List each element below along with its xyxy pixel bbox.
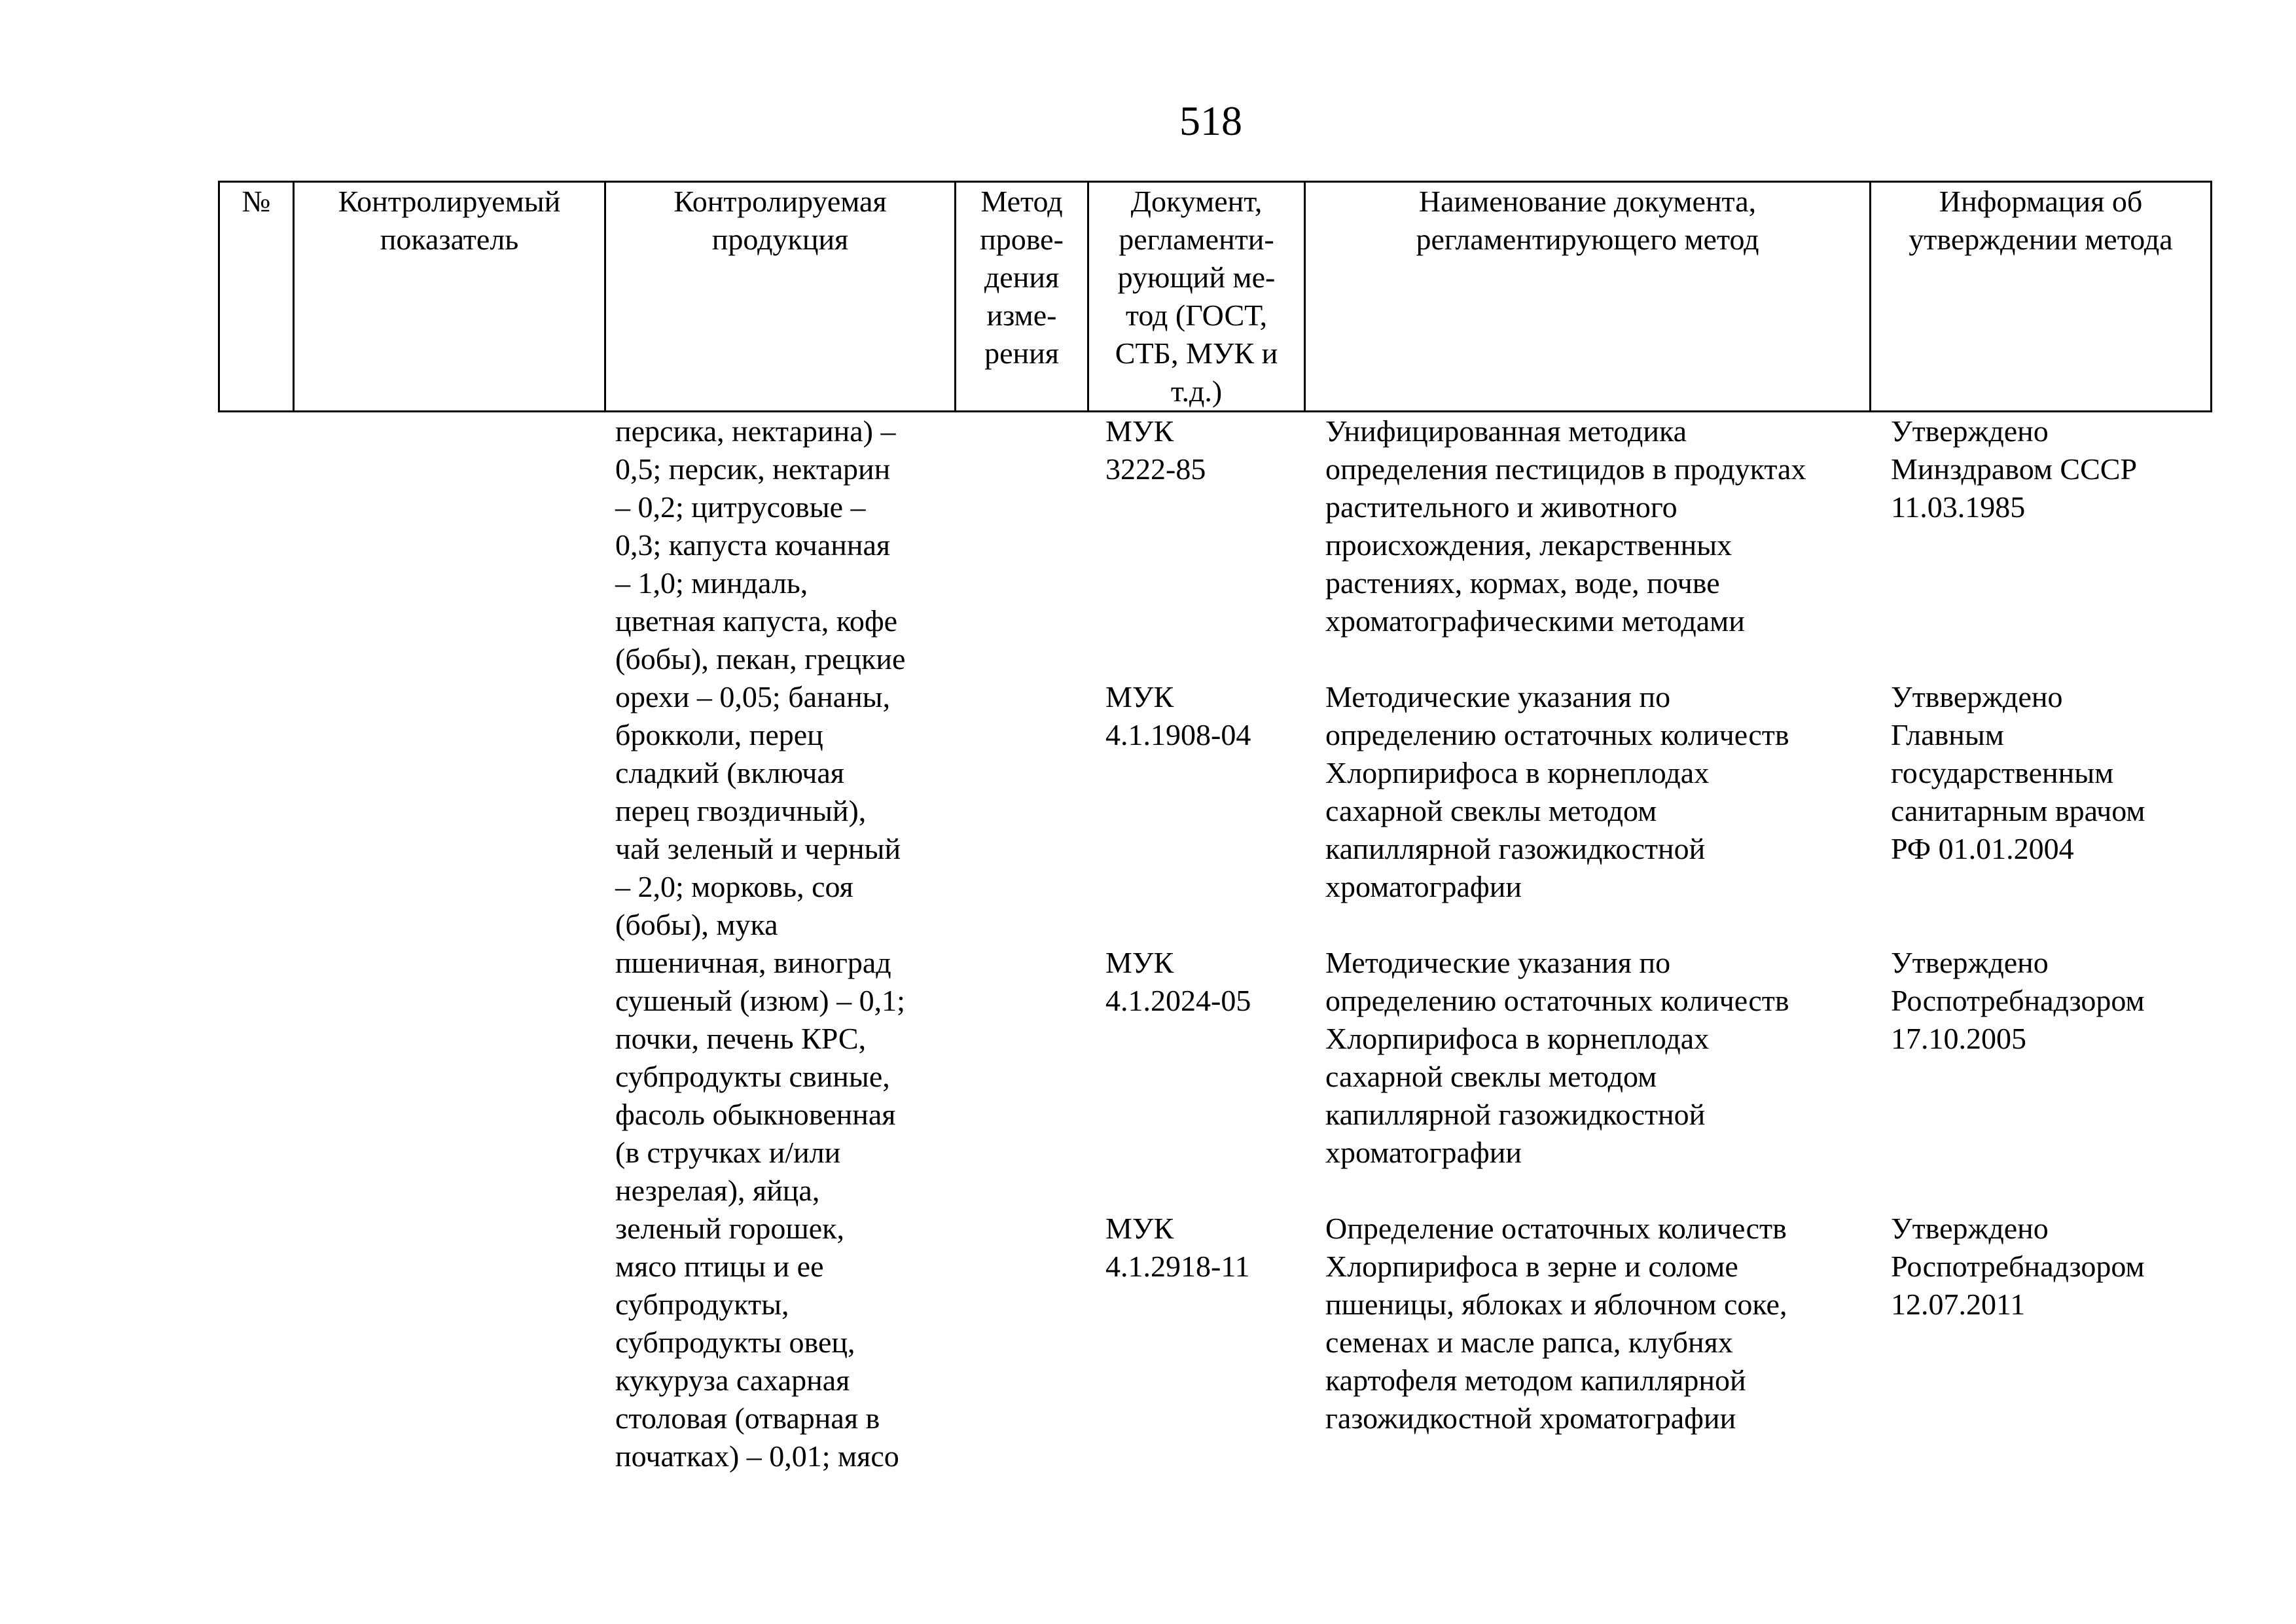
header-number: №: [219, 182, 294, 412]
header-document: Документ, регламенти- рующий ме- тод (ГОСТ, СТБ, МУК и т.д.): [1088, 182, 1305, 412]
row-1-document: МУК 3222-85: [1105, 414, 1206, 486]
row-2-approval: Утвверждено Главным государственным санитарным врачом РФ 01.01.2004: [1891, 680, 2145, 865]
row-2-document-name: Методические указания по определению остаточных количеств Хлорпирифоса в корнеплодах сахарной свеклы методом капиллярной газожидкостной хроматографии: [1325, 680, 1789, 903]
table-header: [218, 181, 2212, 412]
row-3-document-name: Методические указания по определению остаточных количеств Хлорпирифоса в корнеплодах сахарной свеклы методом капиллярной газожидкостной хроматографии: [1325, 946, 1789, 1169]
row-1-document-name: Унифицированная методика определения пестицидов в продуктах растительного и животного происхождения, лекарственных растениях, кормах, воде, почве хроматографическими методами: [1325, 414, 1806, 638]
row-4-document-name: Определение остаточных количеств Хлорпирифоса в зерне и соломе пшеницы, яблоках и яблочном соке, семенах и масле рапса, клубнях картофеля методом капиллярной газожидкостной хроматографии: [1325, 1212, 1787, 1435]
header-product: Контролируемая продукция: [605, 182, 956, 412]
header-indicator: Контролируемый показатель: [294, 182, 605, 412]
row-1-approval: Утверждено Минздравом СССР 11.03.1985: [1891, 414, 2138, 524]
row-4-document: МУК 4.1.2918-11: [1105, 1212, 1250, 1283]
page-number: 518: [1179, 98, 1242, 144]
products-text: персика, нектарина) – 0,5; персик, нектарин – 0,2; цитрусовые – 0,3; капуста кочанная – 1,0; миндаль, цветная капуста, кофе (бобы), пекан, грецкие орехи – 0,05; бананы, брокколи, перец сладкий (включая перец гвоздичный), чай зеленый и черный – 2,0; морковь, соя (бобы), мука пшеничная, виноград сушеный (изюм) – 0,1; почки, печень КРС, субпродукты свиные, фасоль обыкновенная (в стручках и/или незрелая), яйца, зеленый горошек, мясо птицы и ее субпродукты, субпродукты овец, кукуруза сахарная столовая (отварная в початках) – 0,01; мясо: [615, 414, 906, 1473]
header-approval: Информация об утверждении метода: [1871, 182, 2212, 412]
header-method: Метод прове- дения изме- рения: [956, 182, 1088, 412]
row-4-approval: Утверждено Роспотребнадзором 12.07.2011: [1891, 1212, 2145, 1321]
row-3-document: МУК 4.1.2024-05: [1105, 946, 1251, 1017]
header-document-name: Наименование документа, регламентирующего метод: [1305, 182, 1871, 412]
row-2-document: МУК 4.1.1908-04: [1105, 680, 1251, 751]
row-3-approval: Утверждено Роспотребнадзором 17.10.2005: [1891, 946, 2145, 1055]
